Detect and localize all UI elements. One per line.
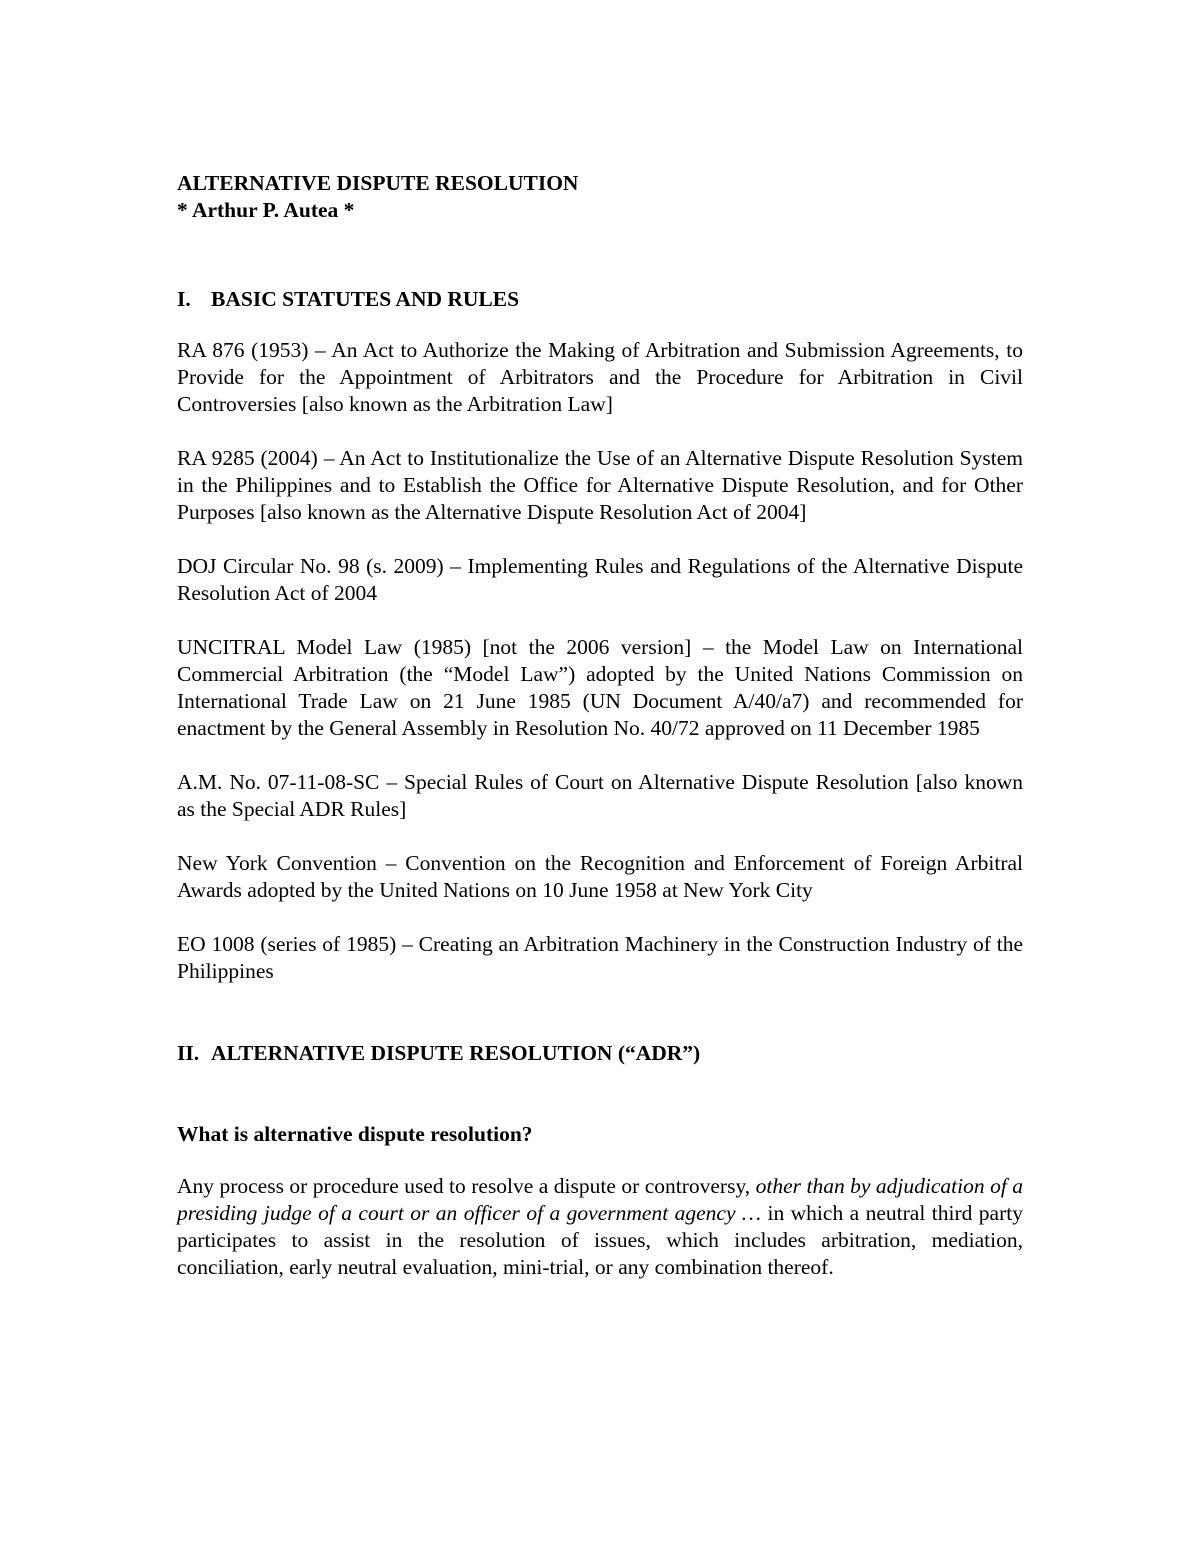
answer-text-end: in which a neutral third party participates to assist in the resolution of issues, which includes arbitration, mediation, conciliation, early neutral evaluation, mini-trial, or any combination thereof. [177, 1201, 1023, 1279]
section-number: I. [177, 287, 191, 311]
question-what-is-adr: What is alternative dispute resolution? [177, 1122, 533, 1146]
section-title: BASIC STATUTES AND RULES [211, 287, 520, 311]
document-title: ALTERNATIVE DISPUTE RESOLUTION [177, 171, 579, 195]
statute-special-adr-rules: A.M. No. 07-11-08-SC – Special Rules of Court on Alternative Dispute Resolution [also known as the Special ADR Rules] [177, 770, 1023, 821]
statute-doj-circular-98: DOJ Circular No. 98 (s. 2009) – Implementing Rules and Regulations of the Alternative Dispute Resolution Act of 2004 [177, 554, 1023, 605]
statute-eo-1008: EO 1008 (series of 1985) – Creating an Arbitration Machinery in the Construction Industry of the Philippines [177, 932, 1023, 983]
statute-ra-876: RA 876 (1953) – An Act to Authorize the Making of Arbitration and Submission Agreements, to Provide for the Appointment of Arbitrators and the Procedure for Arbitration in Civil Controversies [also known as the Arbitration Law] [177, 338, 1023, 416]
document-page [177, 170, 1023, 1281]
statute-ra-9285: RA 9285 (2004) – An Act to Institutionalize the Use of an Alternative Dispute Resolution System in the Philippines and to Establish the Office for Alternative Dispute Resolution, and for Other Purposes [also known as the Alternative Dispute Resolution Act of 2004] [177, 446, 1023, 524]
section-heading-adr [177, 1040, 1023, 1067]
answer-text-start: Any process or procedure used to resolve a dispute or controversy, [177, 1174, 756, 1198]
section-heading-basic-statutes [177, 286, 1023, 313]
statute-uncitral-model-law: UNCITRAL Model Law (1985) [not the 2006 version] – the Model Law on International Commercial Arbitration (the “Model Law”) adopted by the United Nations Commission on International Trade Law on 21 June 1985 (UN Document A/40/a7) and recommended for enactment by the General Assembly in Resolution No. 40/72 approved on 11 December 1985 [177, 635, 1023, 740]
answer-paragraph [177, 1173, 1023, 1281]
statute-new-york-convention: New York Convention – Convention on the Recognition and Enforcement of Foreign Arbitral Awards adopted by the United Nations on 10 June 1958 at New York City [177, 851, 1023, 902]
section-number: II. [177, 1041, 200, 1065]
document-author: * Arthur P. Autea * [177, 198, 355, 222]
section-title: ALTERNATIVE DISPUTE RESOLUTION (“ADR”) [211, 1041, 701, 1065]
answer-text-italic: other than by adjudication of a presiding judge of a court or an officer of a government agency … [177, 1174, 1024, 1225]
